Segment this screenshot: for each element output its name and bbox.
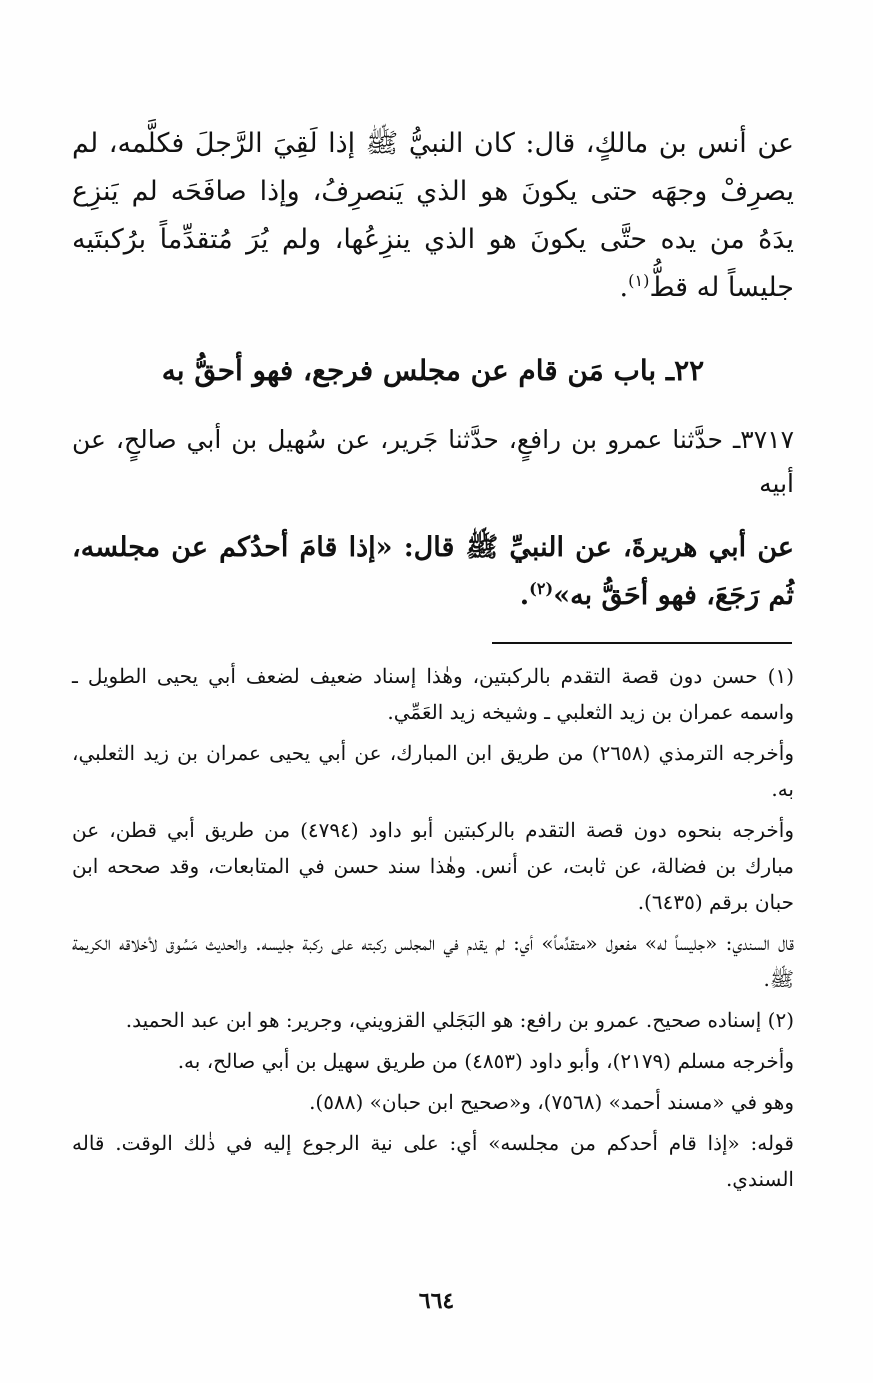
hadith-end-1: . [619, 272, 629, 303]
hadith-chain: ٣٧١٧ـ حدَّثنا عمرو بن رافعٍ، حدَّثنا جَرير، عن سُهيل بن أبي صالحٍ، عن أبيه [72, 425, 794, 498]
footnote-ref-1[interactable]: (١) [628, 271, 650, 290]
footnote-paragraph: وأخرجه مسلم (٢١٧٩)، وأبو داود (٤٨٥٣) من طريق سهيل بن أبي صالح، به. [177, 1049, 794, 1073]
hadith-end-2: . [519, 580, 530, 611]
footnote-paragraph: وأخرجه بنحوه دون قصة التقدم بالركبتين أبو داود (٤٧٩٤) من طريق أبي قطن، عن مبارك بن فضالة، عن ثابت، عن أنس. وهٰذا سند حسن في المتابعات، وقد صححه ابن حبان برقم (٦٤٣٥). [72, 818, 795, 914]
footnote-ref-2[interactable]: (٢) [529, 579, 554, 598]
hadith-text-2: عن أبي هريرةَ، عن النبيِّ ﷺ قال: «إذا قامَ أحدُكم عن مجلسه، ثُم رَجَعَ، فهو أحَقُّ به» [72, 532, 794, 611]
chapter-heading: ٢٢ـ باب مَن قام عن مجلس فرجع، فهو أحقُّ به [161, 354, 705, 387]
footnote-paragraph: وأخرجه الترمذي (٢٦٥٨) من طريق ابن المبارك، عن أبي يحيى عمران بن زيد الثعلبي، به. [72, 741, 794, 801]
hadith-paragraph-1 [72, 120, 794, 312]
footnote-paragraph: (٢) إسناده صحيح. عمرو بن رافع: هو البَجَلي القزويني، وجرير: هو ابن عبد الحميد. [125, 1008, 794, 1032]
footnote-divider [492, 642, 792, 644]
hadith-paragraph-2 [72, 524, 794, 620]
footnote-paragraph: (١) حسن دون قصة التقدم بالركبتين، وهٰذا إسناد ضعيف لضعف أبي يحيى الطويل ـ واسمه عمران بن زيد الثعلبي ـ وشيخه زيد العَمِّي. [72, 664, 794, 724]
page-number: ٦٦٤ [418, 1288, 455, 1314]
footnote-paragraph: قوله: «إذا قام أحدكم من مجلسه» أي: على نية الرجوع إليه في ذٰلك الوقت. قاله السندي. [72, 1131, 794, 1191]
footnote-paragraph: وهو في «مسند أحمد» (٧٥٦٨)، و«صحيح ابن حبان» (٥٨٨). [309, 1090, 794, 1114]
hadith-text-1: عن أنس بن مالكٍ، قال: كان النبيُّ ﷺ إذا لَقِيَ الرَّجلَ فكلَّمه، لم يصرِفْ وجهَه حتى يكونَ هو الذي يَنصرِفُ، وإذا صافَحَه لم يَنزِع يدَهُ من يده حتَّى يكونَ هو الذي ينزِعُها، ولم يُرَ مُتقدِّماً برُكبتَيه جليساً له قطُّ [72, 128, 794, 303]
footnote-paragraph: قال السندي: «جليساً له» مفعول «متقدِّماً» أي: لم يقدم في المجلس ركبته على ركبة جليسه. والحديث مَسُوق لأخلاقه الكريمة ﷺ. [72, 931, 794, 991]
footnotes [72, 658, 794, 1202]
